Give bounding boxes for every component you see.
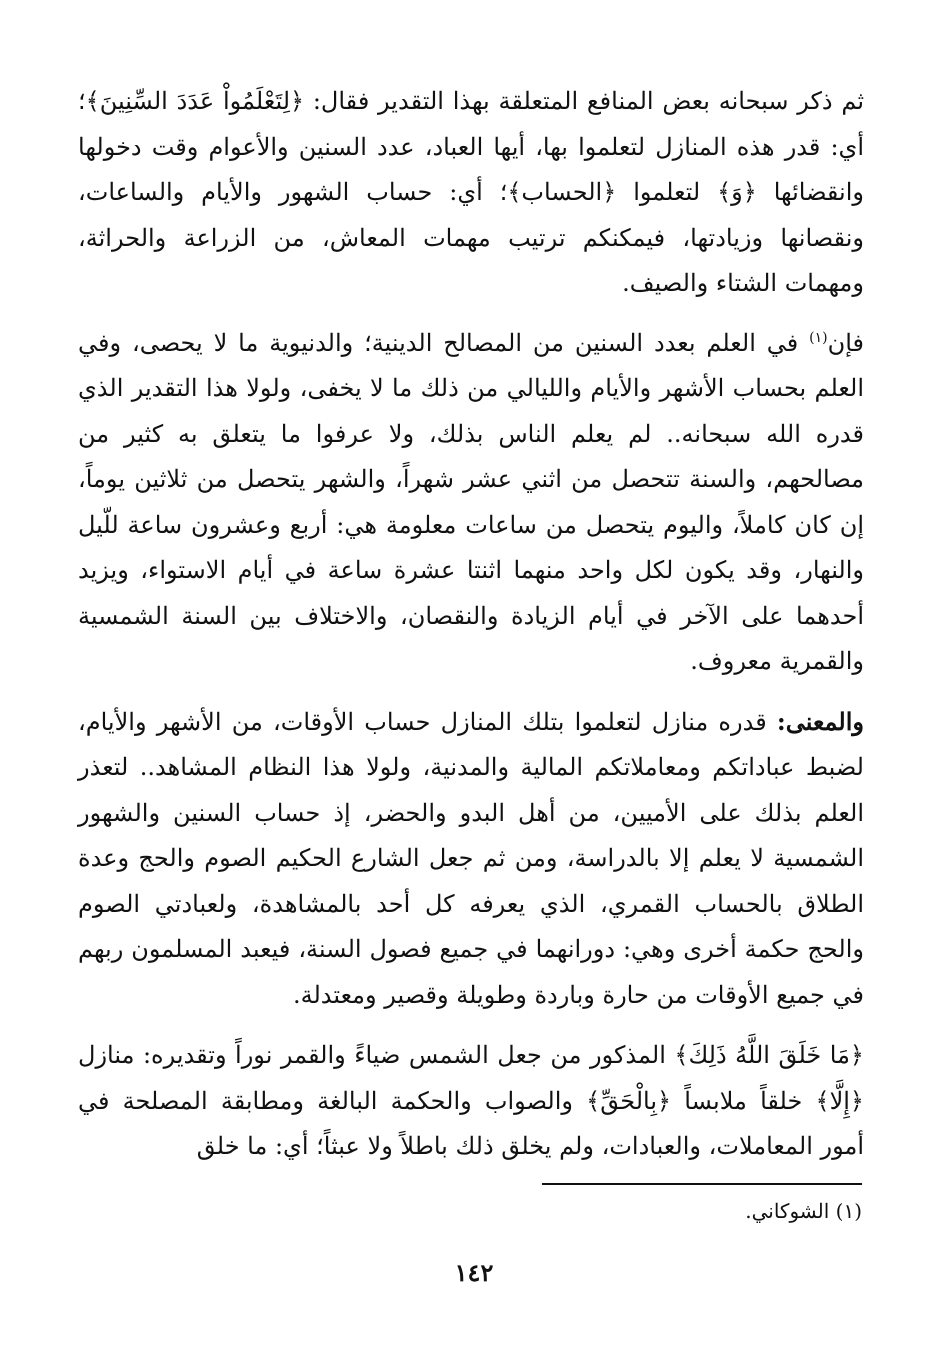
paragraph-lead: فإن — [827, 328, 864, 357]
footnote-marker[interactable]: (١) — [809, 329, 828, 346]
paragraph-2 — [78, 321, 864, 685]
paragraph-1 — [78, 78, 864, 307]
footnote-divider — [542, 1183, 862, 1185]
paragraph-3 — [78, 699, 864, 1019]
page-number: ١٤٢ — [454, 1258, 494, 1287]
paragraph-text: قدره منازل لتعلموا بتلك المنازل حساب الأوقات، من الأشهر والأيام، لضبط عباداتكم ومعاملاتكم المالية والمدنية، ولولا هذا النظام المشاهد.. لتعذر العلم بذلك على الأميين، من أهل البدو والحضر، إذ حساب السنين والشهور الشمسية لا يعلم إلا بالدراسة، ومن ثم جعل الشارع الحكيم الصوم والحج وعدة الطلاق بالحساب القمري، الذي يعرفه كل أحد بالمشاهدة، ولعبادتي الصوم والحج حكمة أخرى وهي: دورانهما في جميع فصول السنة، فيعبد المسلمون ربهم في جميع الأوقات من حارة وباردة وطويلة وقصير ومعتدلة. — [78, 707, 864, 1009]
paragraph-text: ثم ذكر سبحانه بعض المنافع المتعلقة بهذا التقدير فقال: ﴿لِتَعْلَمُواْ عَدَدَ السِّنِينَ﴾؛ أي: قدر هذه المنازل لتعلموا بها، أيها العباد، عدد السنين والأعوام وقت دخولها وانقضائها ﴿وَ﴾ لتعلموا ﴿الحساب﴾؛ أي: حساب الشهور والأيام والساعات، ونقصانها وزيادتها، فيمكنكم ترتيب مهمات المعاش، من الزراعة والحراثة، ومهمات الشتاء والصيف. — [78, 87, 864, 297]
paragraph-text: ﴿مَا خَلَقَ اللَّهُ ذَلِكَ﴾ المذكور من جعل الشمس ضياءً والقمر نوراً وتقديره: منازل ﴿إِلَّا﴾ خلقاً ملابساً ﴿بِالْحَقِّ﴾ والصواب والحكمة البالغة ومطابقة المصلحة في أمور المعاملات، والعبادات، ولم يخلق ذلك باطلاً ولا عبثاً؛ أي: ما خلق — [78, 1041, 864, 1160]
paragraph-lead: والمعنى: — [776, 706, 864, 736]
paragraph-4 — [78, 1032, 864, 1170]
main-text — [78, 78, 864, 1170]
footnote: (١) الشوكاني. — [745, 1199, 862, 1223]
paragraph-text: في العلم بعدد السنين من المصالح الدينية؛ والدنيوية ما لا يحصى، وفي العلم بحساب الأشهر والأيام والليالي من ذلك ما لا يخفى، ولولا هذا التقدير الذي قدره الله سبحانه.. لم يعلم الناس بذلك، ولا عرفوا ما يتعلق به كثير من مصالحهم، والسنة تتحصل من اثني عشر شهراً، والشهر يتحصل من ثلاثين يوماً، إن كان كاملاً، واليوم يتحصل من ساعات معلومة هي: أربع وعشرون ساعة للّيل والنهار، وقد يكون لكل واحد منهما اثنتا عشرة ساعة في أيام الاستواء، ويزيد أحدهما على الآخر في أيام الزيادة والنقصان، والاختلاف بين السنة الشمسية والقمرية معروف. — [78, 328, 864, 675]
